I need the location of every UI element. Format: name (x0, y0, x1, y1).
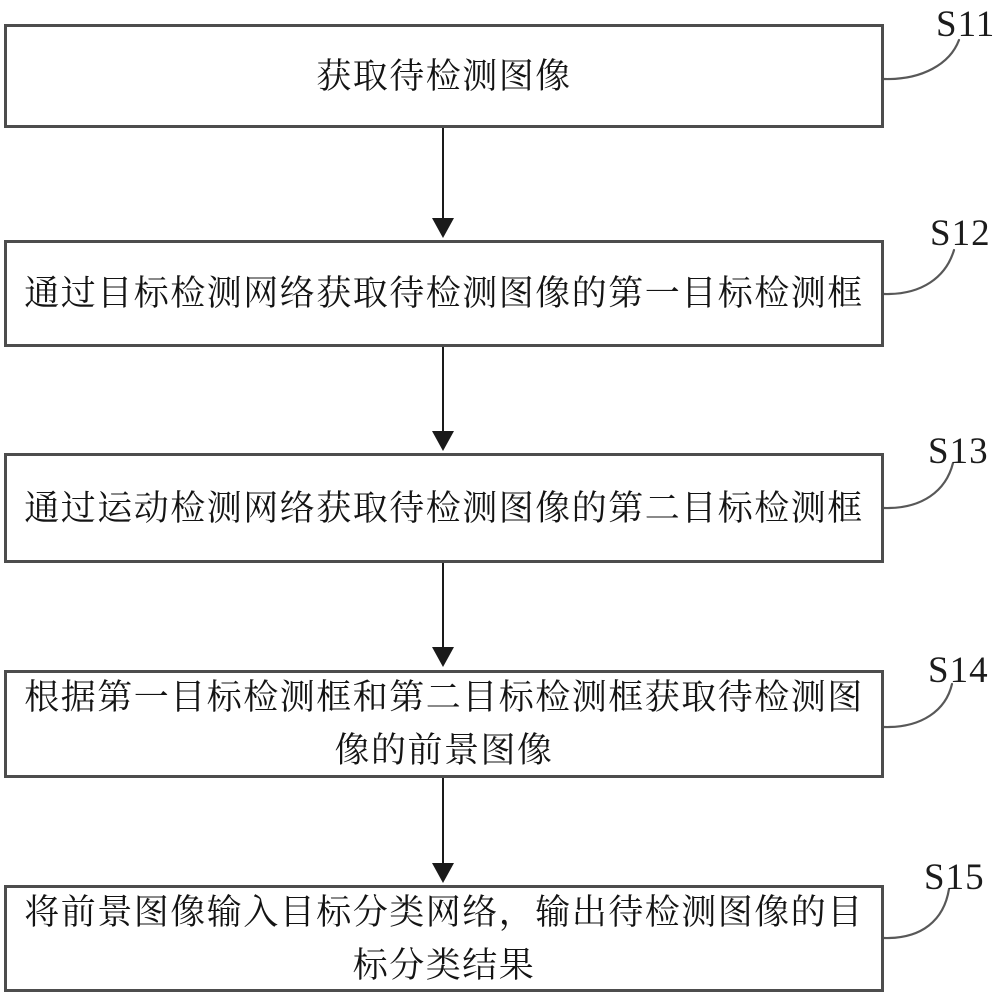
arrow-down-icon (432, 431, 454, 451)
arrow-down-icon (432, 218, 454, 238)
flow-step-text-s11: 获取待检测图像 (316, 56, 572, 96)
arrow-down-icon (432, 647, 454, 667)
flow-step-box-s12 (4, 240, 884, 347)
step-ref-label-s12: S12 (930, 213, 991, 254)
flow-step-text-s13: 通过运动检测网络获取待检测图像的第二目标检测框 (24, 488, 864, 528)
flow-arrow-line-2 (442, 347, 444, 432)
step-ref-label-s15: S15 (924, 857, 985, 898)
flow-arrow-line-4 (442, 778, 444, 864)
step-ref-label-s13: S13 (928, 431, 989, 472)
arrow-down-icon (432, 863, 454, 883)
step-ref-label-s14: S14 (928, 650, 989, 691)
flow-arrow-line-3 (442, 563, 444, 648)
leader-curve-s12 (884, 250, 954, 294)
flow-step-text-s12: 通过目标检测网络获取待检测图像的第一目标检测框 (24, 274, 864, 313)
flow-step-text-s14: 根据第一目标检测框和第二目标检测框获取待检测图像的前景图像 (24, 678, 864, 770)
flow-step-box-s15 (4, 885, 884, 992)
leader-curve-s11 (884, 40, 959, 79)
step-ref-label-s11: S11 (936, 4, 996, 45)
flow-step-text-s15: 将前景图像输入目标分类网络，输出待检测图像的目标分类结果 (24, 892, 864, 985)
flow-step-box-s14 (4, 670, 884, 778)
flow-step-box-s13 (4, 453, 884, 563)
flow-arrow-line-1 (442, 128, 444, 219)
flow-step-box-s11 (4, 24, 884, 128)
